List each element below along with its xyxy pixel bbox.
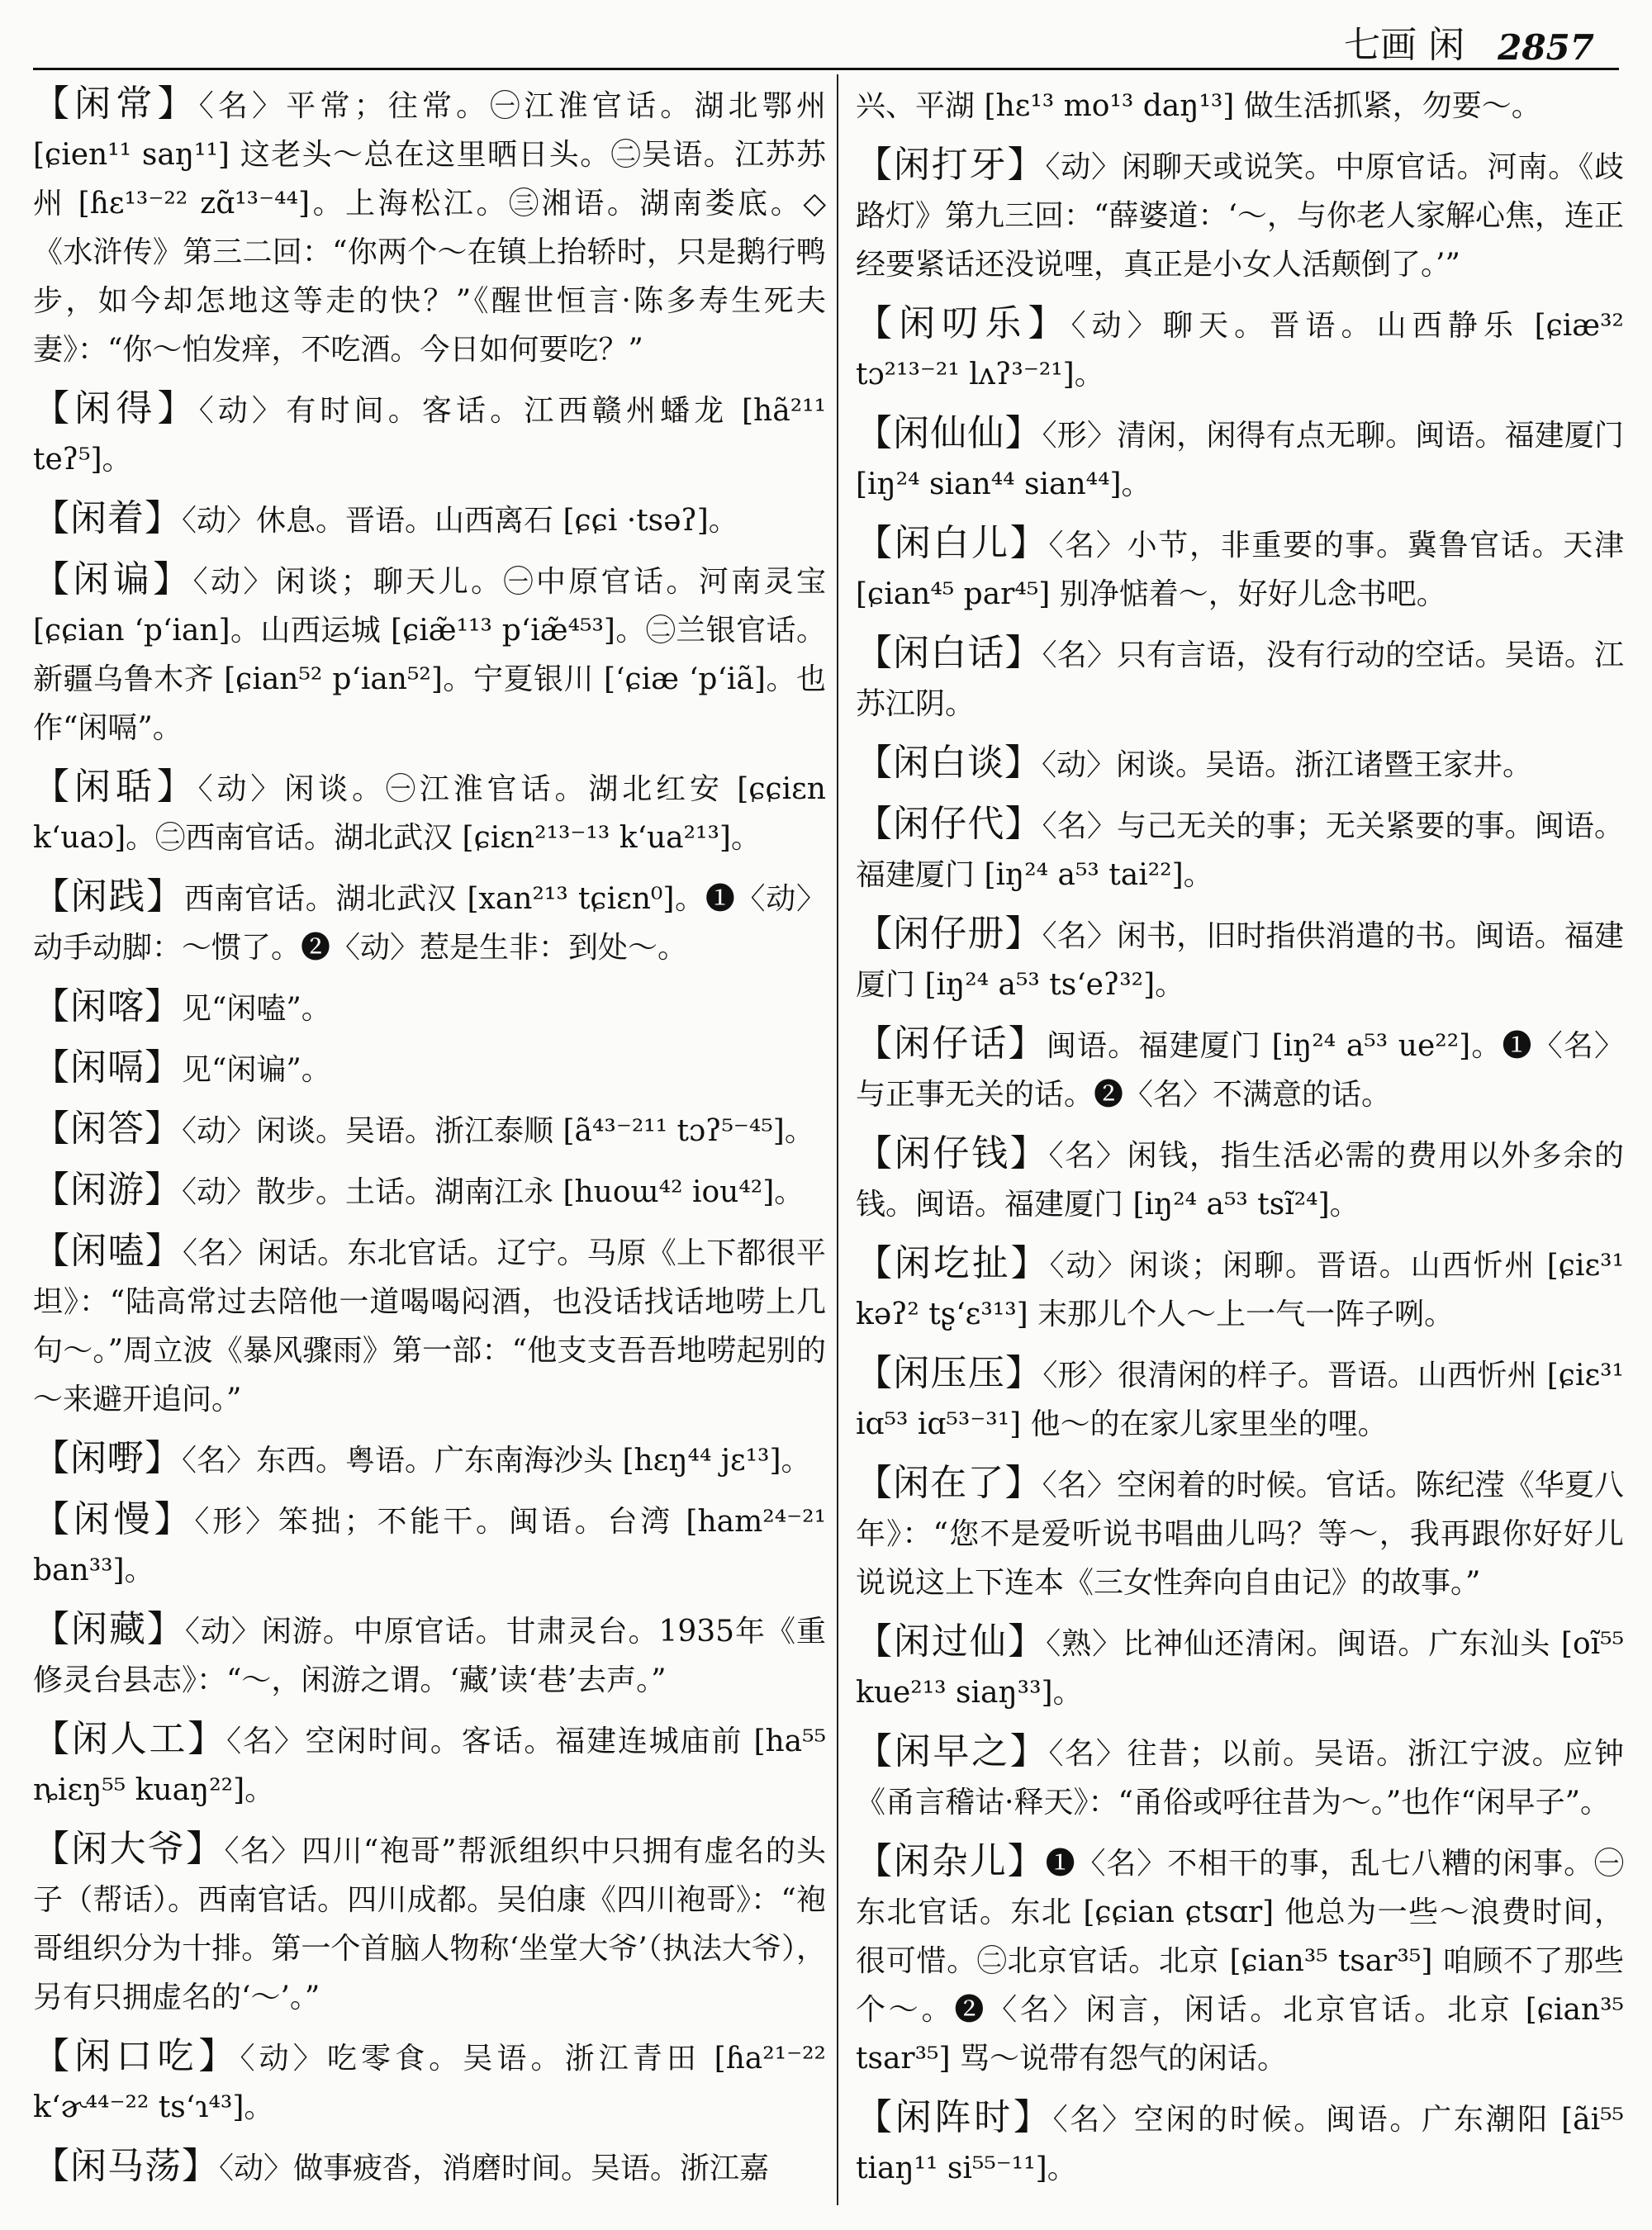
entry-headword: 【闲得】	[33, 387, 199, 429]
entry-headword: 【闲答】	[33, 1108, 182, 1150]
entry-definition: 见“闲谝”。	[182, 1053, 331, 1087]
dictionary-entry	[856, 299, 1624, 399]
entry-headword: 【闲白话】	[856, 632, 1042, 674]
entry-headword: 【闲马荡】	[33, 2145, 219, 2187]
entry-definition: 〈名〉空闲的时候。闽语。广东潮阳 [ãi⁵⁵ tiaŋ¹¹ si⁵⁵⁻¹¹]。	[856, 2103, 1624, 2185]
entry-headword: 【闲仔册】	[856, 913, 1042, 955]
dictionary-entry	[856, 1129, 1624, 1229]
dictionary-entry	[33, 1434, 826, 1485]
dictionary-entry	[33, 2032, 826, 2132]
entry-definition: 〈名〉闲书，旧时指供消遣的书。闽语。福建厦门 [iŋ²⁴ a⁵³ tsʻeʔ³²]。	[856, 919, 1624, 1002]
entry-definition: 〈名〉平常；往常。㊀江淮官话。湖北鄂州 [ɕien¹¹ saŋ¹¹] 这老头～总在这里晒日头。㊁吴语。江苏苏州 [ɦɛ¹³⁻²² zɑ̃¹³⁻⁴⁴]。上海松江。㊂湘语。湖南娄底。◇《水浒传》第三二回：“你两个～在镇上抬轿时，只是鹅行鸭步，如今却怎地这等走的快？”《醒世恒言·陈多寿生死夫妻》：“你～怕发痒，不吃酒。今日如何要吃？”	[33, 89, 826, 367]
dictionary-entry	[33, 1165, 826, 1217]
entry-definition: 闽语。福建厦门 [iŋ²⁴ a⁵³ ue²²]。❶〈名〉与正事无关的话。❷〈名〉不满意的话。	[856, 1029, 1625, 1112]
dictionary-entry	[856, 2093, 1624, 2193]
entry-headword: 【闲人工】	[33, 1718, 227, 1760]
dictionary-entry	[33, 1495, 826, 1595]
entry-definition: 〈动〉闲聊天或说笑。中原官话。河南。《歧路灯》第九三回：“薛婆道：‘～，与你老人家解心焦，连正经要紧话还没说哩，真正是小女人活颠倒了。’”	[856, 150, 1624, 282]
entry-definition: 〈动〉闲游。中原官话。甘肃灵台。1935年《重修灵台县志》：“～，闲游之谓。‘藏’读‘巷’去声。”	[33, 1615, 827, 1697]
entry-definition: 〈名〉闲话。东北官话。辽宁。马原《上下都很平坦》：“陆高常过去陪他一道喝喝闷酒，也没话找话地唠上几句～。”周立波《暴风骤雨》第一部：“他支支吾吾地唠起别的～来避开追问。”	[33, 1236, 826, 1416]
entry-headword: 【闲常】	[33, 83, 199, 125]
dictionary-entry	[856, 738, 1624, 790]
dictionary-entry	[856, 1727, 1624, 1827]
dictionary-entry	[33, 2142, 826, 2193]
entry-definition: 〈名〉空闲时间。客话。福建连城庙前 [ha⁵⁵ ȵiɛŋ⁵⁵ kuaŋ²²]。	[33, 1725, 826, 1807]
entry-definition: 〈动〉散步。土话。湖南江永 [huoɯ⁴² iou⁴²]。	[182, 1175, 805, 1209]
entry-definition: 〈形〉很清闲的样子。晋语。山西忻州 [ɕiɛ³¹ iɑ⁵³ iɑ⁵³⁻³¹] 他～的在家儿家里坐的哩。	[856, 1359, 1624, 1441]
dictionary-entry	[856, 1019, 1624, 1119]
entry-definition: 见“闲嗑”。	[182, 992, 331, 1026]
entry-headword: 【闲喀】	[33, 985, 182, 1027]
dictionary-entry	[856, 140, 1624, 289]
entry-headword: 【闲过仙】	[856, 1620, 1047, 1663]
entry-definition: 〈动〉做事疲沓，消磨时间。吴语。浙江嘉	[219, 2152, 770, 2185]
entry-headword: 【闲大爷】	[33, 1828, 225, 1870]
entry-definition: 〈熟〉比神仙还清闲。闽语。广东汕头 [oĩ⁵⁵ kue²¹³ siaŋ³³]。	[856, 1627, 1625, 1710]
dictionary-entry	[856, 799, 1624, 899]
left-column	[33, 79, 826, 2203]
entry-definition: 兴、平湖 [hɛ¹³ mo¹³ daŋ¹³] 做生活抓紧，勿要～。	[856, 89, 1541, 123]
entry-headword: 【闲叨乐】	[856, 302, 1071, 344]
dictionary-entry	[33, 1104, 826, 1155]
entry-headword: 【闲杂儿】	[856, 1840, 1046, 1882]
dictionary-entry	[856, 909, 1624, 1009]
entry-definition: ❶〈名〉不相干的事，乱七八糟的闲事。㊀东北官话。东北 [ɕɕian ɕtsɑr] 他总为一些～浪费时间，很可惜。㊁北京官话。北京 [ɕian³⁵ tsar³⁵] 咱顾不了那些个～。❷〈名〉闲言，闲话。北京官话。北京 [ɕian³⁵ tsar³⁵] 骂～说带有怨气的闲话。	[856, 1847, 1624, 2076]
dictionary-entry	[856, 629, 1624, 728]
entry-definition: 〈名〉东西。粤语。广东南海沙头 [hɛŋ⁴⁴ jɛ¹³]。	[182, 1444, 811, 1478]
entry-definition: 〈动〉闲谈。吴语。浙江诸暨王家井。	[1042, 748, 1533, 782]
entry-headword: 【闲在了】	[856, 1462, 1042, 1504]
entry-headword: 【闲口吃】	[33, 2035, 240, 2077]
dictionary-entry	[33, 762, 826, 862]
entry-definition: 〈名〉与己无关的事；无关紧要的事。闽语。福建厦门 [iŋ²⁴ a⁵³ tai²²]。	[856, 809, 1624, 892]
entry-headword: 【闲聒】	[33, 766, 198, 808]
entry-headword: 【闲谝】	[33, 558, 193, 600]
entry-definition: 〈名〉闲钱，指生活必需的费用以外多余的钱。闽语。福建厦门 [iŋ²⁴ a⁵³ tsĩ²⁴]。	[856, 1139, 1624, 1222]
right-column	[856, 79, 1624, 2203]
entry-headword: 【闲白儿】	[856, 522, 1049, 564]
dictionary-entry	[856, 1837, 1624, 2083]
entry-headword: 【闲嘢】	[33, 1437, 182, 1479]
entry-headword: 【闲慢】	[33, 1498, 195, 1540]
entry-definition: 〈动〉闲谈。㊀江淮官话。湖北红安 [ɕɕiɛn kʻuaɔ]。㊁西南官话。湖北武汉 [ɕiɛn²¹³⁻¹³ kʻua²¹³]。	[33, 772, 826, 855]
dictionary-entry	[856, 409, 1624, 509]
dictionary-entry	[33, 1043, 826, 1094]
header-rule	[33, 68, 1619, 70]
entry-headword: 【闲游】	[33, 1169, 182, 1211]
dictionary-entry	[33, 384, 826, 484]
dictionary-entry	[33, 494, 826, 545]
dictionary-entry	[856, 79, 1624, 130]
dictionary-entry	[33, 79, 826, 374]
entry-definition: 〈形〉清闲，闲得有点无聊。闽语。福建厦门 [iŋ²⁴ sian⁴⁴ sian⁴⁴]。	[856, 419, 1624, 501]
entry-headword: 【闲早之】	[856, 1730, 1049, 1772]
entry-definition: 〈动〉休息。晋语。山西离石 [ɕɕi ·tsəʔ]。	[182, 504, 738, 538]
entry-definition: 〈名〉空闲着的时候。官话。陈纪滢《华夏八年》：“您不是爱听说书唱曲儿吗？等～，我再跟你好好儿说说这上下连本《三女性奔向自由记》的故事。”	[856, 1468, 1624, 1600]
entry-headword: 【闲白谈】	[856, 742, 1042, 784]
entry-definition: 〈动〉聊天。晋语。山西静乐 [ɕiæ³² tɔ²¹³⁻²¹ lʌʔ³⁻²¹]。	[856, 309, 1624, 391]
entry-headword: 【闲压压】	[856, 1352, 1043, 1394]
entry-headword: 【闲阵时】	[856, 2096, 1053, 2138]
entry-headword: 【闲仔代】	[856, 803, 1042, 845]
dictionary-entry	[33, 555, 826, 752]
entry-headword: 【闲仔话】	[856, 1022, 1047, 1065]
entry-definition: 〈动〉有时间。客话。江西赣州蟠龙 [hã²¹¹ teʔ⁵]。	[33, 394, 827, 477]
entry-definition: 〈形〉笨拙；不能干。闽语。台湾 [ham²⁴⁻²¹ ban³³]。	[33, 1505, 826, 1587]
entry-definition: 〈动〉吃零食。吴语。浙江青田 [ɦa²¹⁻²² kʻɚ⁴⁴⁻²² tsʻɿ⁴³]。	[33, 2042, 826, 2124]
entry-headword: 【闲仔钱】	[856, 1132, 1049, 1174]
entry-definition: 〈动〉闲谈。吴语。浙江泰顺 [ã⁴³⁻²¹¹ tɔʔ⁵⁻⁴⁵]。	[182, 1114, 814, 1148]
entry-headword: 【闲践】	[33, 875, 184, 918]
entry-headword: 【闲着】	[33, 497, 182, 539]
entry-definition: 〈名〉小节，非重要的事。冀鲁官话。天津 [ɕian⁴⁵ par⁴⁵] 别净惦着～，好好儿念书吧。	[856, 529, 1624, 611]
dictionary-entry	[33, 1824, 826, 2022]
dictionary-entry	[856, 1349, 1624, 1449]
dictionary-entry	[33, 1226, 826, 1424]
page-number: 2857	[1498, 27, 1594, 68]
column-divider	[837, 74, 838, 2205]
entry-headword: 【闲圪扯】	[856, 1242, 1050, 1284]
entry-definition: 〈名〉往昔；以前。吴语。浙江宁波。应钟《甬言稽诂·释天》：“甬俗或呼往昔为～。”也作“闲早子”。	[856, 1737, 1624, 1820]
entry-definition: 〈动〉闲谈；闲聊。晋语。山西忻州 [ɕiɛ³¹ kəʔ² tʂʻɛ³¹³] 末那儿个人～上一气一阵子咧。	[856, 1249, 1624, 1331]
dictionary-entry	[33, 982, 826, 1033]
entry-definition: 〈动〉闲谈；聊天儿。㊀中原官话。河南灵宝 [ɕɕian ʻpʻian]。山西运城 [ɕiæ̃¹¹³ pʻiæ̃⁴⁵³]。㊁兰银官话。新疆乌鲁木齐 [ɕian⁵² pʻian⁵²]。宁夏银川 [ʻɕiæ ʻpʻiã]。也作“闲嗝”。	[33, 565, 826, 745]
dictionary-entry	[856, 1239, 1624, 1339]
entry-definition: 〈名〉只有言语，没有行动的空话。吴语。江苏江阴。	[856, 638, 1624, 721]
dictionary-entry	[33, 1715, 826, 1815]
entry-headword: 【闲嗝】	[33, 1046, 182, 1089]
dictionary-entry	[856, 519, 1624, 619]
entry-headword: 【闲藏】	[33, 1608, 185, 1650]
page-header	[1344, 10, 1594, 68]
entry-headword: 【闲嗑】	[33, 1230, 183, 1272]
entry-definition: 〈名〉四川“袍哥”帮派组织中只拥有虚名的头子（帮话）。西南官话。四川成都。吴伯康《四川袍哥》：“袍哥组织分为十排。第一个首脑人物称‘坐堂大爷’（执法大爷），另有只拥虚名的‘～’。”	[33, 1834, 826, 2014]
entry-definition: 西南官话。湖北武汉 [xan²¹³ tɕiɛn⁰]。❶〈动〉动手动脚：～惯了。❷〈动〉惹是生非：到处～。	[33, 882, 826, 965]
dictionary-entry	[856, 1459, 1624, 1607]
entry-headword: 【闲打牙】	[856, 144, 1046, 186]
dictionary-entry	[33, 872, 826, 972]
dictionary-entry	[856, 1617, 1624, 1717]
entry-headword: 【闲仙仙】	[856, 412, 1042, 454]
running-head: 七画 闲	[1344, 24, 1465, 66]
dictionary-entry	[33, 1605, 826, 1705]
